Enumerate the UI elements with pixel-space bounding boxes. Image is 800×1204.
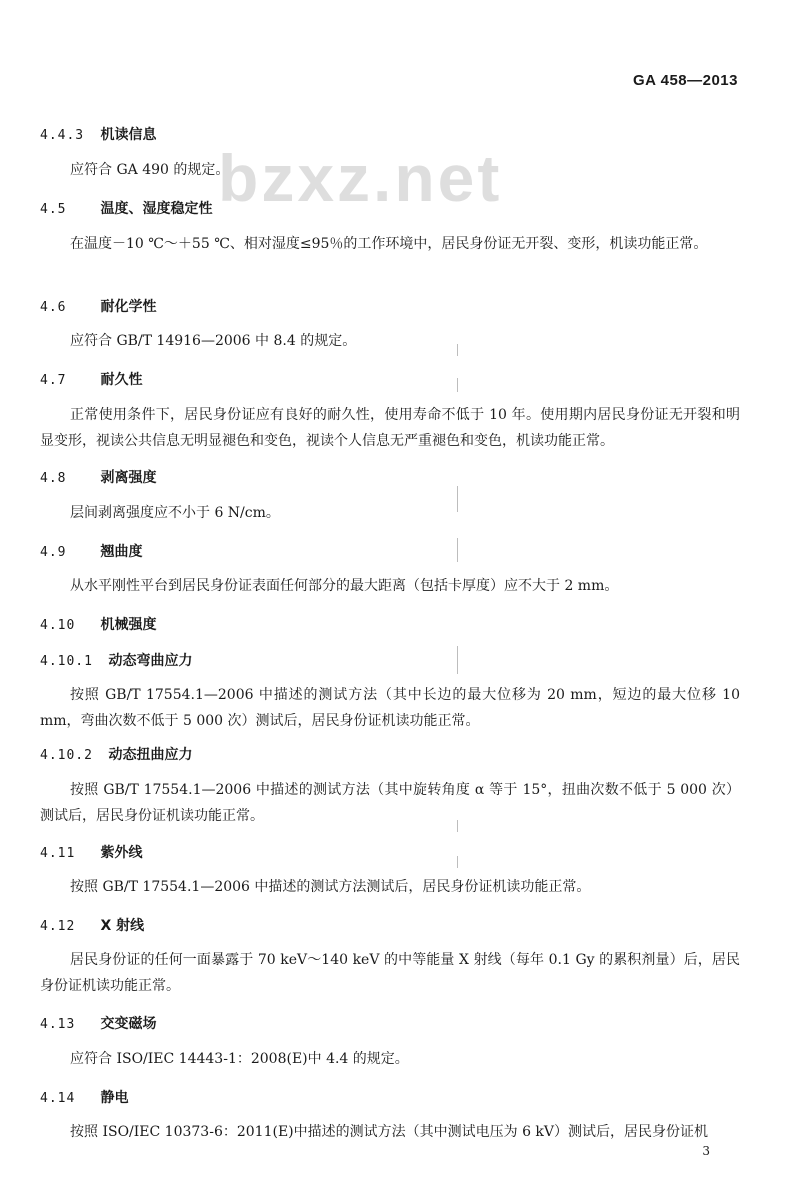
section-number: 4.5 [40,202,67,217]
section-number: 4.10.1 [40,654,93,669]
section-paragraph: 在温度－10 ℃～＋55 ℃、相对湿度≤95％的工作环境中，居民身份证无开裂、变形，机读功能正常。 [70,236,708,252]
scan-artifact [457,646,458,674]
document-code: GA 458—2013 [632,72,738,89]
section-heading [40,198,212,218]
section-paragraph: 应符合 ISO/IEC 14443-1：2008(E)中 4.4 的规定。 [70,1051,409,1067]
section-title: 机读信息 [100,127,157,143]
section-number: 4.9 [40,545,67,560]
section-title: 动态扭曲应力 [108,747,193,763]
scan-artifact [457,856,458,868]
section-title: 温度、湿度稳定性 [100,201,213,217]
section-title: 机械强度 [100,617,157,633]
section-title: 耐化学性 [100,299,157,315]
section-paragraph: 应符合 GB/T 14916—2006 中 8.4 的规定。 [70,333,357,349]
scan-artifact [457,344,458,356]
section-number: 4.10.2 [40,748,93,763]
page-number: 3 [702,1144,710,1158]
section-paragraph: 从水平刚性平台到居民身份证表面任何部分的最大距离（包括卡厚度）应不大于 2 mm。 [70,578,619,594]
section-title: 紫外线 [100,845,143,861]
section-paragraph: 层间剥离强度应不小于 6 N/cm。 [70,505,280,521]
section-paragraph: 居民身份证的任何一面暴露于 70 keV～140 keV 的中等能量 X 射线（每年 0.1 Gy 的累积剂量）后，居民身份证机读功能正常。 [40,952,740,994]
section-number: 4.13 [40,1017,76,1032]
section-title: 动态弯曲应力 [108,653,193,669]
section-title: 剥离强度 [100,470,157,486]
section-title: 静电 [100,1090,129,1106]
section-heading [40,744,192,764]
section-paragraph: 按照 ISO/IEC 10373-6：2011(E)中描述的测试方法（其中测试电压为 6 kV）测试后，居民身份证机 [70,1124,709,1140]
section-number: 4.11 [40,846,76,861]
section-title: 耐久性 [100,372,143,388]
section-heading [40,369,142,389]
section-number: 4.4.3 [40,128,85,143]
section-heading [40,915,144,935]
section-title: 交变磁场 [100,1016,157,1032]
section-heading [40,1087,128,1107]
scan-artifact [457,820,458,832]
section-number: 4.7 [40,373,67,388]
section-number: 4.6 [40,300,67,315]
section-heading [40,124,156,144]
section-heading [40,650,192,670]
section-paragraph: 正常使用条件下，居民身份证应有良好的耐久性，使用寿命不低于 10 年。使用期内居民身份证无开裂和明显变形，视读公共信息无明显褪色和变色，视读个人信息无严重褪色和变色，机读功能正常。 [40,407,740,449]
section-number: 4.10 [40,618,76,633]
section-number: 4.8 [40,471,67,486]
section-paragraph: 应符合 GA 490 的规定。 [70,162,230,178]
scan-artifact [457,378,458,392]
section-paragraph: 按照 GB/T 17554.1—2006 中描述的测试方法测试后，居民身份证机读功能正常。 [70,879,591,895]
section-paragraph: 按照 GB/T 17554.1—2006 中描述的测试方法（其中旋转角度 α 等于 15°，扭曲次数不低于 5 000 次）测试后，居民身份证机读功能正常。 [40,782,740,824]
scan-artifact [457,538,458,562]
section-number: 4.12 [40,919,76,934]
section-heading [40,541,142,561]
section-heading [40,842,142,862]
watermark: bzxz.net [218,141,503,215]
section-heading [40,467,156,487]
section-heading [40,1013,156,1033]
scan-artifact [457,486,458,512]
section-paragraph: 按照 GB/T 17554.1—2006 中描述的测试方法（其中长边的最大位移为 20 mm，短边的最大位移 10 mm，弯曲次数不低于 5 000 次）测试后，居民身份证机读功能正常。 [40,687,740,729]
section-title: 翘曲度 [100,544,143,560]
section-heading [40,614,156,634]
section-title: X 射线 [100,918,145,934]
section-number: 4.14 [40,1091,76,1106]
section-heading [40,296,156,316]
